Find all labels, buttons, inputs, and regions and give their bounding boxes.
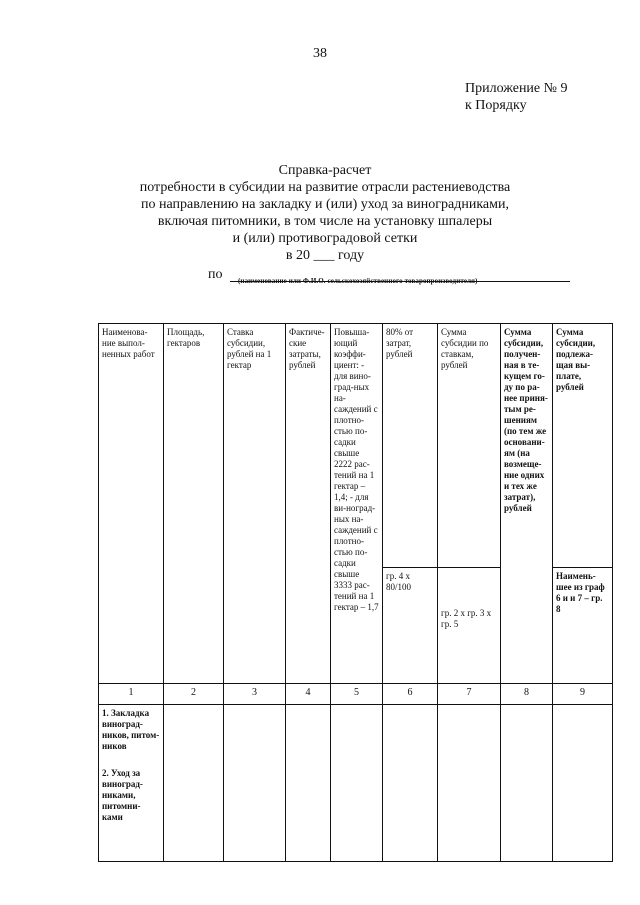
title-line-5: и (или) противоградовой сетки [232, 231, 418, 246]
column-number-5: 5 [331, 684, 383, 705]
header-col-8: Сумма субсидии, получен-ная в те-кущем го-ду по ра-нее приня-тым ре-шениям (по тем же основани-ям (на возмеще-ние одних и тех же затрат), рублей [501, 324, 553, 684]
costs-input-cell[interactable] [286, 705, 331, 862]
header-col-1: Наименова-ние выпол-ненных работ [99, 324, 164, 684]
header-col-6 [383, 324, 438, 684]
rate-input-cell[interactable] [224, 705, 286, 862]
po-label: по [208, 267, 223, 282]
po-caption: (наименование или Ф.И.О. сельскохозяйственного товаропроизводителя) [238, 277, 478, 285]
table-row [99, 705, 613, 862]
title-line-4: включая питомники, в том числе на установку шпалеры [157, 214, 493, 229]
header-col-7 [438, 324, 501, 684]
column-number-3: 3 [224, 684, 286, 705]
header-col-2: Площадь, гектаров [164, 324, 224, 684]
document-title [110, 162, 540, 264]
header-col-7-formula: гр. 2 х гр. 3 х гр. 5 [438, 567, 500, 630]
received-sum-input-cell[interactable] [501, 705, 553, 862]
column-number-4: 4 [286, 684, 331, 705]
appendix-line-2: к Порядку [465, 98, 527, 113]
header-col-9 [553, 324, 613, 684]
appendix-line-1: Приложение № 9 [465, 81, 568, 96]
header-col-4: Фактиче-ские затраты, рублей [286, 324, 331, 684]
percent-costs-input-cell[interactable] [383, 705, 438, 862]
column-number-6: 6 [383, 684, 438, 705]
coefficient-input-cell[interactable] [331, 705, 383, 862]
header-row [99, 324, 613, 684]
area-input-cell[interactable] [164, 705, 224, 862]
header-col-7-title: Сумма субсидии по ставкам, рублей [441, 327, 489, 370]
header-col-9-title: Сумма субсидии, подлежа-щая вы-плате, рублей [556, 327, 596, 392]
column-number-8: 8 [501, 684, 553, 705]
column-number-7: 7 [438, 684, 501, 705]
header-col-9-formula: Наимень-шее из граф 6 и и 7 – гр. 8 [553, 567, 612, 615]
title-line-3: по направлению на закладку и (или) уход за виноградниками, [141, 197, 509, 212]
row-label-planting: 1. Закладка виноград-ников, питом-ников [102, 708, 160, 751]
work-types-cell [99, 705, 164, 862]
header-col-5: Повыша-ющий коэффи-циент: - для вино-град-ных на-саждений с плотно-стью по-садки свыше 2222 рас-тений на 1 гектар – 1,4; - для ви-ноград-ных на-саждений с плотно-стью по-садки свыше 3333 рас-тений на 1 гектар – 1,7 [331, 324, 383, 684]
row-label-care: 2. Уход за виноград-никами, питомни-ками [102, 768, 143, 822]
column-number-2: 2 [164, 684, 224, 705]
title-line-1: Справка-расчет [278, 163, 372, 178]
header-col-3: Ставка субсидии, рублей на 1 гектар [224, 324, 286, 684]
payable-sum-input-cell[interactable] [553, 705, 613, 862]
column-number-row [99, 684, 613, 705]
title-line-2: потребности в субсидии на развитие отрасли растениеводства [139, 180, 511, 195]
header-col-6-title: 80% от затрат, рублей [386, 327, 414, 359]
title-line-6: в 20 ___ году [285, 248, 365, 263]
calculation-table [98, 323, 613, 862]
column-number-9: 9 [553, 684, 613, 705]
header-col-6-formula: гр. 4 х 80/100 [383, 567, 437, 593]
appendix-reference [465, 80, 568, 114]
page-number: 38 [313, 46, 327, 61]
rate-sum-input-cell[interactable] [438, 705, 501, 862]
column-number-1: 1 [99, 684, 164, 705]
